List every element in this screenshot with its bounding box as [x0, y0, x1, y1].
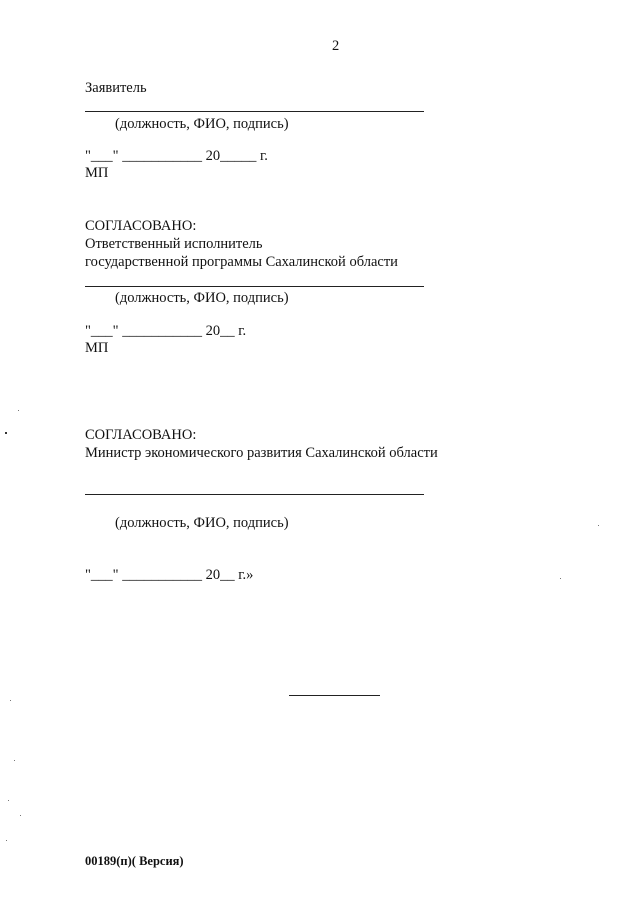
footer-code: 00189(п)( Версия)	[85, 854, 184, 868]
minister-signature-line	[85, 494, 424, 495]
applicant-signature-line	[85, 111, 424, 112]
applicant-date: "___" ___________ 20_____ г.	[85, 148, 268, 164]
approval-minister-line1: Министр экономического развития Сахалинской области	[85, 445, 438, 461]
scan-speck	[6, 840, 7, 841]
approval-minister-caption: (должность, ФИО, подпись)	[115, 515, 289, 531]
applicant-stamp: МП	[85, 165, 109, 181]
approval-executor-heading: СОГЛАСОВАНО:	[85, 218, 197, 234]
approval-minister-date: "___" ___________ 20__ г.»	[85, 567, 254, 583]
approval-executor-date: "___" ___________ 20__ г.	[85, 323, 247, 339]
applicant-caption: (должность, ФИО, подпись)	[115, 116, 289, 132]
approval-executor-line1: Ответственный исполнитель	[85, 236, 263, 252]
scan-speck	[10, 700, 11, 701]
scan-speck	[560, 578, 561, 579]
executor-signature-line	[85, 286, 424, 287]
approval-executor-line2: государственной программы Сахалинской области	[85, 254, 398, 270]
closing-separator	[289, 695, 380, 696]
scan-speck	[598, 525, 599, 526]
scan-speck	[20, 815, 21, 816]
approval-executor-caption: (должность, ФИО, подпись)	[115, 290, 289, 306]
scan-speck	[5, 432, 7, 434]
scan-speck	[8, 800, 9, 801]
scan-speck	[18, 410, 19, 411]
page-number: 2	[332, 38, 340, 54]
scan-speck	[14, 760, 15, 761]
applicant-label: Заявитель	[85, 80, 147, 96]
approval-minister-heading: СОГЛАСОВАНО:	[85, 427, 197, 443]
approval-executor-stamp: МП	[85, 340, 109, 356]
